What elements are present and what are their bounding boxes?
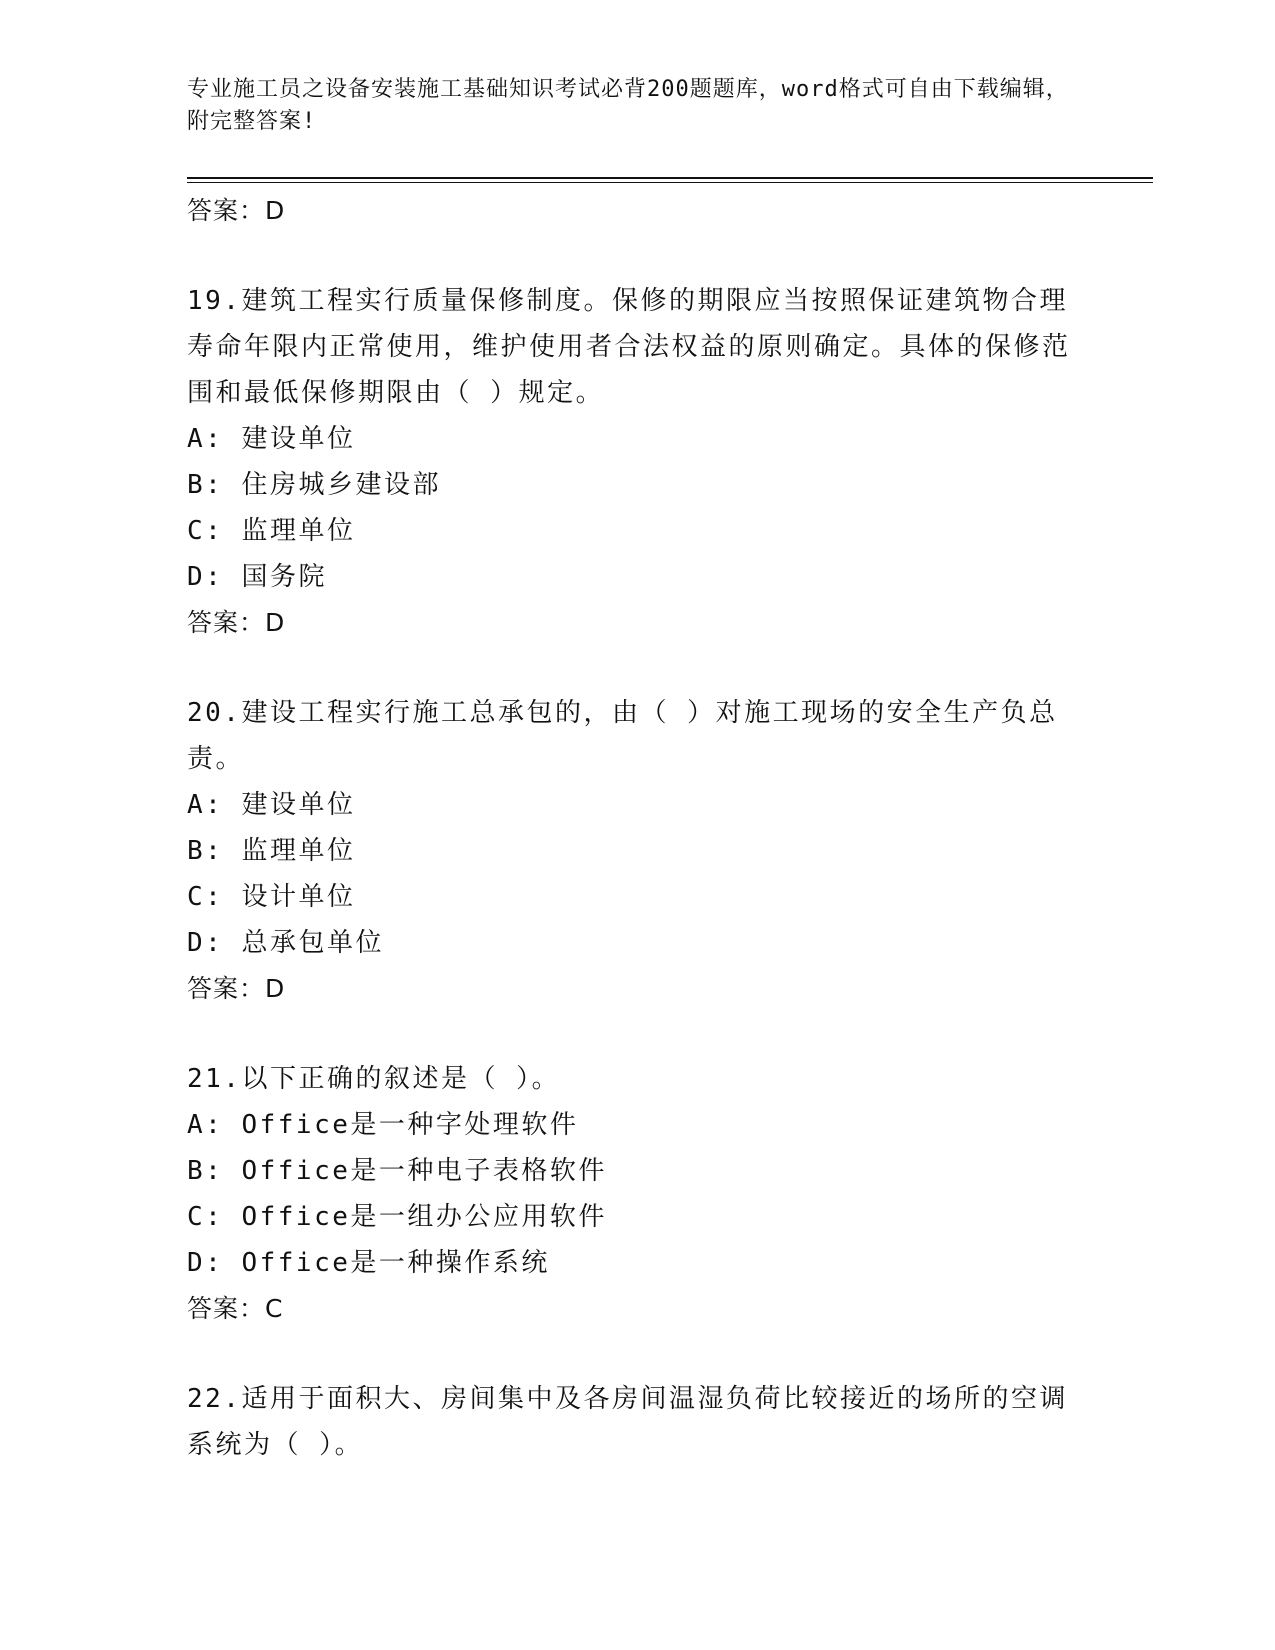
option-a: A: 建设单位 (187, 790, 356, 820)
option-d: D: 国务院 (187, 562, 327, 592)
option-d: D: Office是一种操作系统 (187, 1248, 550, 1278)
option-a: A: Office是一种字处理软件 (187, 1110, 579, 1140)
question-20 (187, 690, 1087, 1012)
header-divider-thin (187, 182, 1153, 183)
question-stem: 22.适用于面积大、房间集中及各房间温湿负荷比较接近的场所的空调系统为（ ）。 (187, 1384, 1068, 1460)
option-a: A: 建设单位 (187, 424, 356, 454)
document-header: 专业施工员之设备安装施工基础知识考试必背200题题库，word格式可自由下载编辑，附完整答案! (187, 77, 1069, 134)
header-divider (187, 177, 1153, 179)
answer-line: 答案：C (187, 1294, 284, 1323)
option-b: B: 监理单位 (187, 836, 356, 866)
option-c: C: Office是一组办公应用软件 (187, 1202, 607, 1232)
question-22 (187, 1376, 1087, 1468)
option-b: B: Office是一种电子表格软件 (187, 1156, 607, 1186)
answer-line: 答案：D (187, 196, 286, 225)
question-stem: 21.以下正确的叙述是（ ）。 (187, 1064, 561, 1094)
question-19 (187, 278, 1087, 646)
option-c: C: 监理单位 (187, 516, 356, 546)
question-stem: 19.建筑工程实行质量保修制度。保修的期限应当按照保证建筑物合理寿命年限内正常使用，维护使用者合法权益的原则确定。具体的保修范围和最低保修期限由（ ）规定。 (187, 286, 1071, 408)
option-d: D: 总承包单位 (187, 928, 384, 958)
answer-line: 答案：D (187, 608, 286, 637)
document-body (187, 188, 1087, 1468)
answer-line: 答案：D (187, 974, 286, 1003)
option-c: C: 设计单位 (187, 882, 356, 912)
option-b: B: 住房城乡建设部 (187, 470, 441, 500)
question-21 (187, 1056, 1087, 1332)
question-stem: 20.建设工程实行施工总承包的，由（ ）对施工现场的安全生产负总责。 (187, 698, 1058, 774)
